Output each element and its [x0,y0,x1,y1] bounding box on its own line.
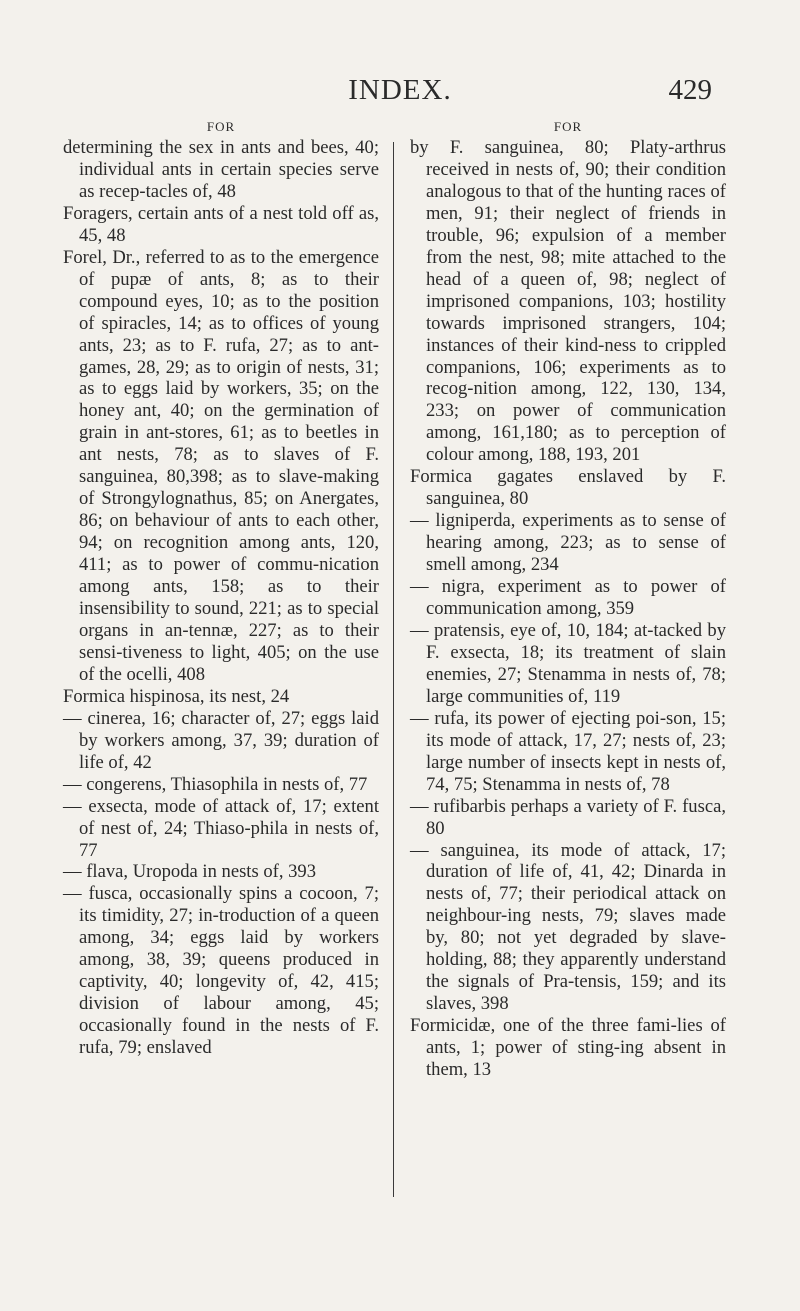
index-entry: — sanguinea, its mode of attack, 17; duration of life of, 41, 42; Dinarda in nests of, 77; their periodical attack on neighbour-ing nests, 79; slaves made by, 80; not yet degraded by slave-holding, 88; they apparently understand the signals of Pra-tensis, 159; and its slaves, 398 [410,839,726,1015]
right-column [410,119,726,1081]
left-column [63,119,379,1059]
column-divider [393,142,394,1197]
index-entry: — ligniperda, experiments as to sense of hearing among, 223; as to sense of smell among, 234 [410,510,726,576]
index-entry: — rufibarbis perhaps a variety of F. fusca, 80 [410,795,726,839]
page-number: 429 [668,74,712,106]
page-title: INDEX. [348,74,452,106]
index-entry: — fusca, occasionally spins a cocoon, 7; its timidity, 27; in-troduction of a queen among, 34; eggs laid by workers among, 38, 39; queens produced in captivity, 40; longevity of, 42, 415; division of labour among, 45; occasionally found in the nests of F. rufa, 79; enslaved [63,883,379,1059]
index-entry: by F. sanguinea, 80; Platy-arthrus received in nests of, 90; their condition analogous to that of the hunting races of men, 91; their neglect of friends in trouble, 96; expulsion of a member from the nest, 98; mite attached to the head of a queen of, 98; neglect of imprisoned companions, 103; hostility towards imprisoned strangers, 104; instances of their kind-ness to crippled companions, 106; experiments as to recog-nition among, 122, 130, 134, 233; on power of communication among, 161,180; as to perception of colour among, 188, 193, 201 [410,137,726,466]
index-entry: — congerens, Thiasophila in nests of, 77 [63,773,368,795]
index-entry: Forel, Dr., referred to as to the emergence of pupæ of ants, 8; as to their compound eyes, 10; as to the position of spiracles, 14; as to offices of young ants, 23; as to F. rufa, 27; as to ant-games, 28, 29; as to origin of nests, 31; as to eggs laid by workers, 35; on the honey ant, 40; on the germination of grain in ant-stores, 61; as to beetles in ant nests, 78; as to slaves of F. sanguinea, 80,398; as to slave-making of Strongylognathus, 85; on Anergates, 86; on behaviour of ants to each other, 94; on recognition among ants, 120, 411; as to power of commu-nication among ants, 158; as to their insensibility to sound, 221; as to special organs in an-tennæ, 227; as to their sensi-tiveness to light, 405; on the use of the ocelli, 408 [63,246,379,685]
index-entry: determining the sex in ants and bees, 40; individual ants in certain species serve as recep-tacles of, 48 [63,137,379,202]
index-entry: Foragers, certain ants of a nest told off as, 45, 48 [63,202,379,246]
index-entry: — flava, Uropoda in nests of, 393 [63,861,317,883]
left-running-head: FOR [206,119,236,134]
index-entry: Formica gagates enslaved by F. sanguinea, 80 [410,466,726,510]
right-running-head: FOR [553,119,583,134]
index-entry: Formicidæ, one of the three fami-lies of ants, 1; power of sting-ing absent in them, 13 [410,1015,726,1081]
page-header [0,74,800,108]
index-entry: — rufa, its power of ejecting poi-son, 15; its mode of attack, 17, 27; nests of, 23; large number of insects kept in nests of, 74, 75; Stenamma in nests of, 78 [410,707,726,795]
index-entry: — cinerea, 16; character of, 27; eggs laid by workers among, 37, 39; duration of life of, 42 [63,707,379,773]
index-entry: Formica hispinosa, its nest, 24 [63,685,290,707]
index-entry: — exsecta, mode of attack of, 17; extent of nest of, 24; Thiaso-phila in nests of, 77 [63,795,379,861]
index-entry: — pratensis, eye of, 10, 184; at-tacked by F. exsecta, 18; its treatment of slain enemies, 27; Stenamma in nests of, 78; large communities of, 119 [410,619,726,707]
index-entry: — nigra, experiment as to power of communication among, 359 [410,576,726,620]
